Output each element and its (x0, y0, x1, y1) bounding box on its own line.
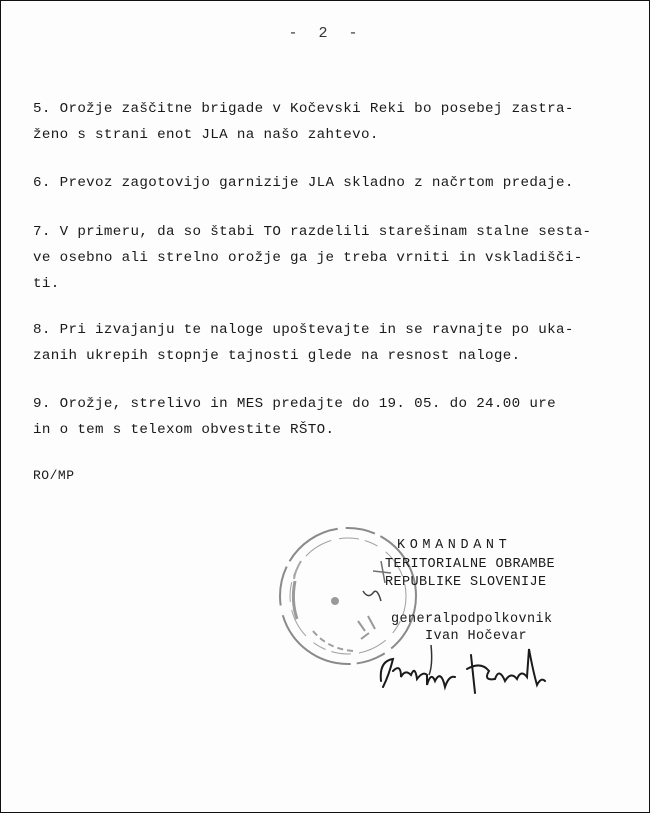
paragraph-7-line-3: ti. (33, 276, 60, 292)
paragraph-5-line-1: 5. Orožje zaščitne brigade v Kočevski Reki bo posebej zastra- (33, 101, 574, 117)
paragraph-9 (33, 391, 623, 443)
handwritten-signature (371, 641, 561, 701)
signatory-name: Ivan Hočevar (425, 629, 528, 644)
paragraph-6 (33, 170, 623, 196)
signatory-rank: generalpodpolkovnik (391, 612, 553, 627)
paragraph-5 (33, 96, 623, 148)
page-number: - 2 - (288, 25, 364, 42)
unit-line-1: TERITORIALNE OBRAMBE (385, 556, 556, 572)
paragraph-8 (33, 317, 623, 369)
paragraph-7-line-2: ve osebno ali strelno orožje ga je treba vrniti in vskladišči- (33, 250, 583, 266)
paragraph-9-line-1: 9. Orožje, strelivo in MES predajte do 19. 05. do 24.00 ure (33, 396, 556, 412)
paragraph-7 (33, 219, 623, 297)
paragraph-8-line-2: zanih ukrepih stopnje tajnosti glede na resnost naloge. (33, 348, 521, 364)
paragraph-6-line-1: 6. Prevoz zagotovijo garnizije JLA skladno z načrtom predaje. (33, 175, 574, 191)
signature-block (385, 537, 555, 630)
paragraph-5-line-2: ženo s strani enot JLA na našo zahtevo. (33, 127, 379, 143)
paragraph-9-line-2: in o tem s telexom obvestite RŠTO. (33, 422, 335, 438)
paragraph-7-line-1: 7. V primeru, da so štabi TO razdelili starešinam stalne sesta- (33, 224, 592, 240)
signatory-title: KOMANDANT (397, 538, 512, 553)
paragraph-8-line-1: 8. Pri izvajanju te naloge upoštevajte in se ravnajte po uka- (33, 322, 574, 338)
unit-line-2: REPUBLIKE SLOVENIJE (385, 575, 547, 590)
reference-initials: RO/MP (33, 468, 75, 483)
